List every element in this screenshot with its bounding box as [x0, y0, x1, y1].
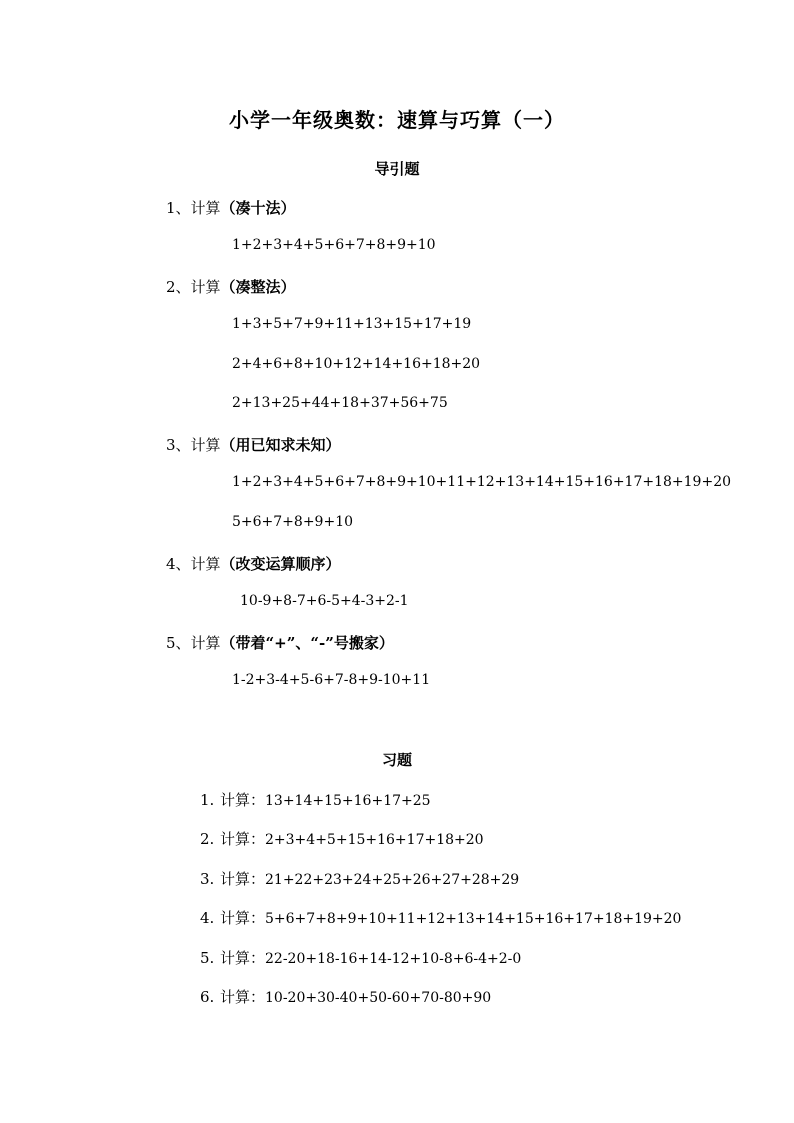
exercise-item: [200, 828, 484, 849]
exercise-expression: 21+22+23+24+25+26+27+28+29: [265, 872, 520, 888]
exercise-item: [200, 947, 521, 968]
question-method: （带着“+”、“-”号搬家）: [220, 634, 394, 652]
guide-question-3: [166, 434, 341, 455]
question-label: 5、计算: [166, 634, 221, 652]
exercise-number: 6.: [200, 988, 215, 1006]
exercise-number: 1.: [200, 791, 215, 809]
exercise-number: 2.: [200, 830, 215, 848]
guide-expression: 5+6+7+8+9+10: [232, 514, 354, 530]
guide-expression: 1+2+3+4+5+6+7+8+9+10: [232, 237, 436, 253]
guide-question-5: [166, 632, 394, 653]
page-title: 小学一年级奥数：速算与巧算（一）: [229, 108, 565, 132]
question-method: （用已知求未知）: [220, 436, 341, 454]
question-method: （凑整法）: [220, 278, 296, 296]
exercises-heading: 习题: [381, 751, 412, 769]
exercise-expression: 2+3+4+5+15+16+17+18+20: [265, 832, 484, 848]
exercise-label: 计算：: [220, 870, 266, 888]
exercise-label: 计算：: [220, 830, 266, 848]
guide-heading: 导引题: [374, 160, 420, 178]
exercise-number: 5.: [200, 949, 215, 967]
guide-expression: 1+2+3+4+5+6+7+8+9+10+11+12+13+14+15+16+17+18+19+20: [232, 474, 732, 490]
exercise-label: 计算：: [220, 909, 266, 927]
guide-question-2: [166, 276, 296, 297]
question-method: （凑十法）: [220, 199, 296, 217]
question-label: 3、计算: [166, 436, 221, 454]
exercise-expression: 22-20+18-16+14-12+10-8+6-4+2-0: [265, 951, 522, 967]
guide-expression: 1+3+5+7+9+11+13+15+17+19: [232, 316, 472, 332]
exercise-expression: 10-20+30-40+50-60+70-80+90: [265, 990, 492, 1006]
guide-question-4: [166, 553, 341, 574]
exercise-item: [200, 789, 431, 810]
guide-question-1: [166, 197, 296, 218]
guide-expression: 2+13+25+44+18+37+56+75: [232, 395, 448, 411]
exercise-item: [200, 868, 519, 889]
exercise-item: [200, 907, 681, 928]
guide-expression: 2+4+6+8+10+12+14+16+18+20: [232, 356, 481, 372]
exercise-number: 3.: [200, 870, 215, 888]
question-label: 2、计算: [166, 278, 221, 296]
question-label: 1、计算: [166, 199, 221, 217]
exercise-label: 计算：: [220, 988, 266, 1006]
exercise-number: 4.: [200, 909, 215, 927]
exercise-expression: 5+6+7+8+9+10+11+12+13+14+15+16+17+18+19+20: [265, 911, 682, 927]
exercise-label: 计算：: [220, 791, 266, 809]
question-label: 4、计算: [166, 555, 221, 573]
exercise-label: 计算：: [220, 949, 266, 967]
exercise-item: [200, 986, 491, 1007]
question-method: （改变运算顺序）: [220, 555, 341, 573]
guide-expression: 10-9+8-7+6-5+4-3+2-1: [240, 593, 409, 609]
guide-expression: 1-2+3-4+5-6+7-8+9-10+11: [232, 672, 431, 688]
exercise-expression: 13+14+15+16+17+25: [265, 793, 431, 809]
